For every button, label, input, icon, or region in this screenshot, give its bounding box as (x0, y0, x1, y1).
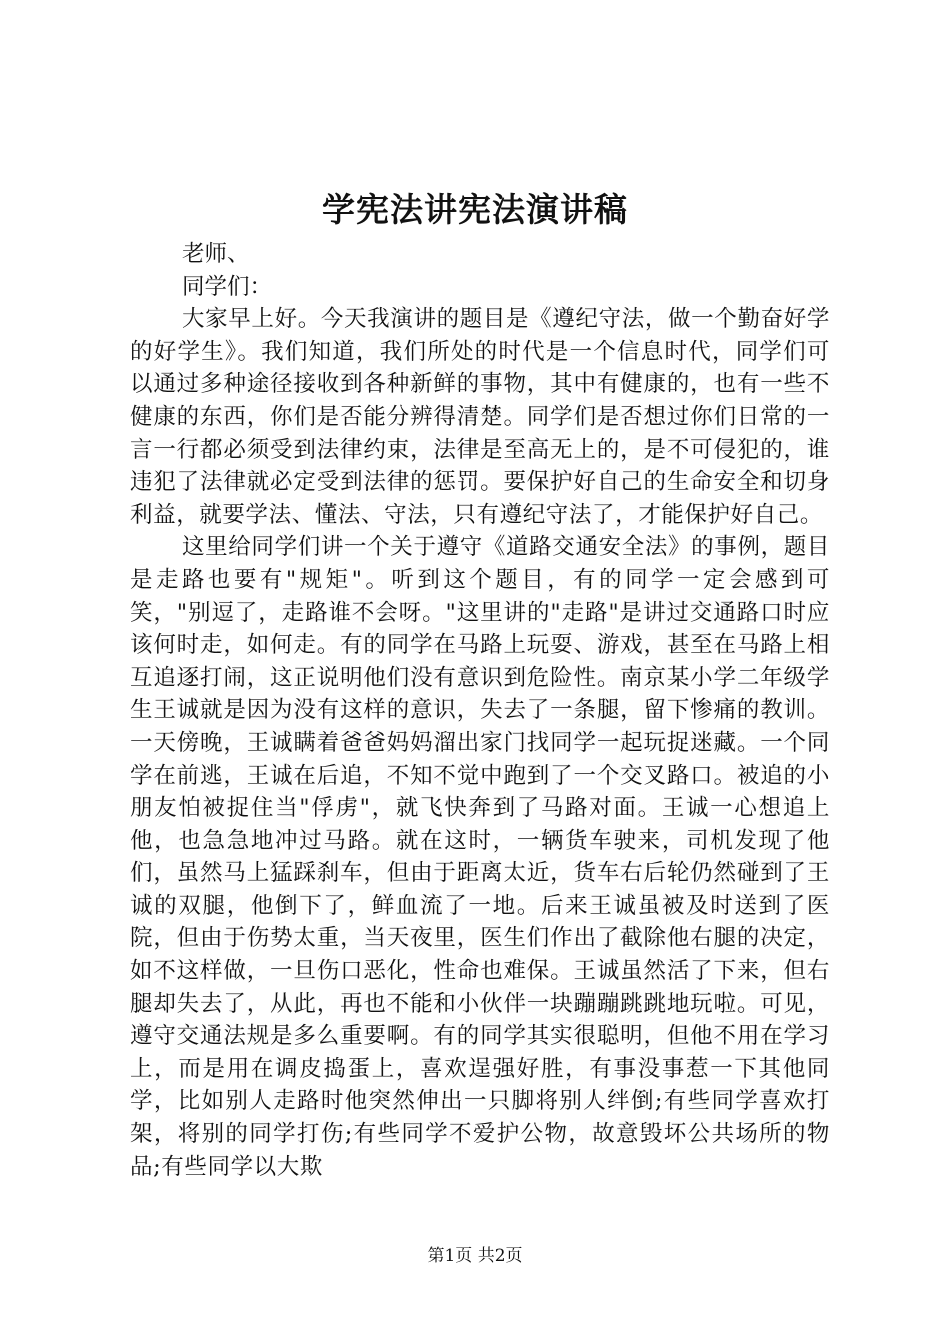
paragraph-intro: 大家早上好。今天我演讲的题目是《遵纪守法，做一个勤奋好学的好学生》。我们知道，我们所处的时代是一个信息时代，同学们可以通过多种途径接收到各种新鲜的事物，其中有健康的，也有一些不健康的东西，你们是否能分辨得清楚。同学们是否想过你们日常的一言一行都必须受到法律约束，法律是至高无上的，是不可侵犯的，谁违犯了法律就必定受到法律的惩罚。要保护好自己的生命安全和切身利益，就要学法、懂法、守法，只有遵纪守法了，才能保护好自己。 (130, 306, 830, 528)
paragraph-story: 这里给同学们讲一个关于遵守《道路交通安全法》的事例，题目是走路也要有"规矩"。听到这个题目，有的同学一定会感到可笑，"别逗了，走路谁不会呀。"这里讲的"走路"是讲过交通路口时应该何时走，如何走。有的同学在马路上玩耍、游戏，甚至在马路上相互追逐打闹，这正说明他们没有意识到危险性。南京某小学二年级学生王诚就是因为没有这样的意识，失去了一条腿，留下惨痛的教训。一天傍晚，王诚瞒着爸爸妈妈溜出家门找同学一起玩捉迷藏。一个同学在前逃，王诚在后追，不知不觉中跑到了一个交叉路口。被追的小朋友怕被捉住当"俘虏"，就飞快奔到了马路对面。王诚一心想追上他，也急急地冲过马路。就在这时，一辆货车驶来，司机发现了他们，虽然马上猛踩刹车，但由于距离太近，货车右后轮仍然碰到了王诚的双腿，他倒下了，鲜血流了一地。后来王诚虽被及时送到了医院，但由于伤势太重，当天夜里，医生们作出了截除他右腿的决定，如不这样做，一旦伤口恶化，性命也难保。王诚虽然活了下来，但右腿却失去了，从此，再也不能和小伙伴一块蹦蹦跳跳地玩啦。可见，遵守交通法规是多么重要啊。有的同学其实很聪明，但他不用在学习上，而是用在调皮捣蛋上，喜欢逞强好胜，有事没事惹一下其他同学，比如别人走路时他突然伸出一只脚将别人绊倒;有些同学喜欢打架，将别的同学打伤;有些同学不爱护公物，故意毁坏公共场所的物品;有些同学以大欺 (130, 534, 830, 1180)
page-number-footer: 第1页 共2页 (427, 1246, 523, 1266)
salutation-teachers: 老师、 (182, 241, 250, 267)
page-title: 学宪法讲宪法演讲稿 (322, 190, 628, 229)
salutation-students: 同学们： (182, 273, 273, 300)
document-body (130, 238, 830, 1183)
